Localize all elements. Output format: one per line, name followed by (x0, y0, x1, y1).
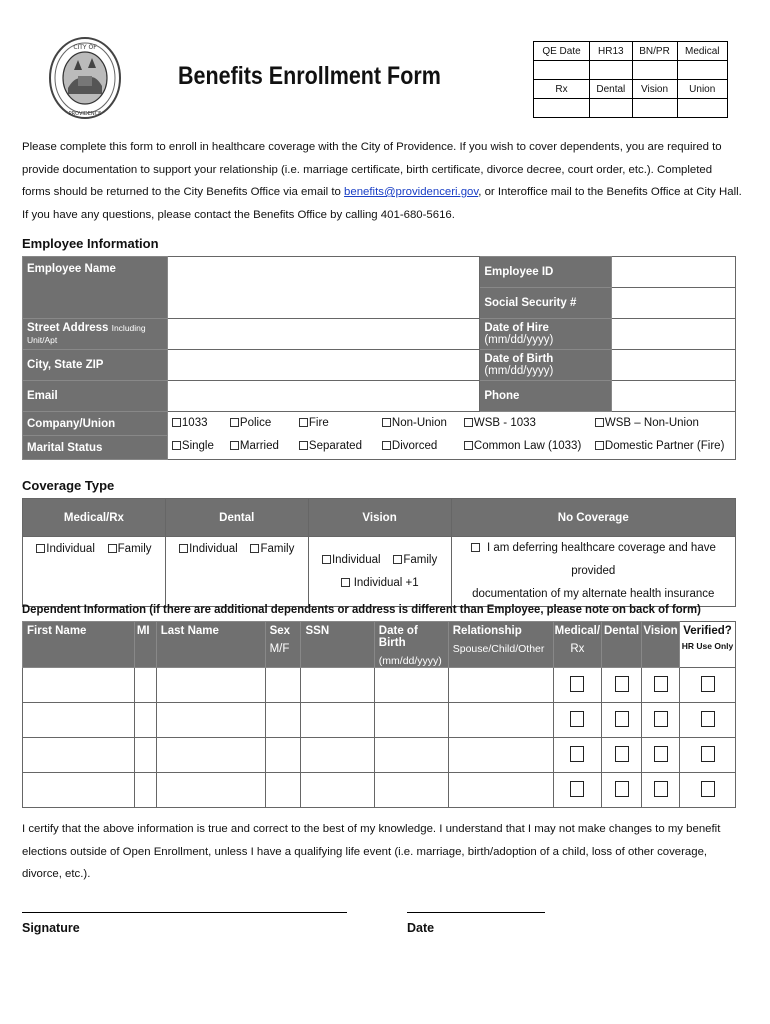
date-label: Date (407, 921, 435, 935)
dep-header-dob: Date of Birth (mm/dd/yyyy) (374, 622, 448, 668)
email-field[interactable] (167, 381, 479, 412)
dep-last-name-field[interactable] (156, 738, 265, 773)
dep-verified-checkbox[interactable] (680, 668, 736, 703)
marital-status-options (167, 436, 735, 460)
dep-dob-field[interactable] (374, 773, 448, 808)
union-option-wsb-non-union[interactable]: WSB – Non-Union (595, 417, 699, 429)
hr-use-table (533, 41, 728, 118)
checkbox-icon (701, 781, 715, 797)
intro-text-after: , or Interoffice mail to the Benefits Office at City Hall. If you have any questions, please contact the Benefits Office by calling 401-680-5616. (22, 186, 742, 221)
dep-header-ssn: SSN (301, 622, 374, 668)
checkbox-icon (464, 418, 473, 427)
hr-input-rx[interactable] (534, 99, 590, 118)
union-option-non-union[interactable]: Non-Union (382, 417, 447, 429)
employee-section-title: Employee Information (22, 236, 159, 251)
dep-verified-checkbox[interactable] (680, 773, 736, 808)
marital-option-common-law[interactable]: Common Law (1033) (464, 440, 581, 452)
checkbox-icon (382, 418, 391, 427)
marital-option-married[interactable]: Married (230, 440, 279, 452)
city-seal-logo (48, 36, 122, 120)
birth-date-hint: (mm/dd/yyyy) (484, 365, 554, 377)
employee-info-table (22, 256, 736, 460)
vision-individual-plus-one-option[interactable]: Individual +1 (341, 577, 419, 589)
dep-header-verified: Verified? HR Use Only (680, 622, 736, 668)
dep-first-name-field[interactable] (23, 773, 135, 808)
dep-mi-field[interactable] (134, 703, 156, 738)
dep-header-last-name: Last Name (156, 622, 265, 668)
dep-dental-checkbox[interactable] (602, 668, 642, 703)
dep-vision-checkbox[interactable] (642, 738, 680, 773)
dep-header-medical: Medical/ Rx (553, 622, 601, 668)
hr-input-union[interactable] (677, 99, 728, 118)
checkbox-icon (36, 544, 45, 553)
dep-verified-checkbox[interactable] (680, 738, 736, 773)
checkbox-icon (701, 746, 715, 762)
checkbox-icon (615, 711, 629, 727)
checkbox-icon (654, 711, 668, 727)
dep-relationship-field[interactable] (448, 703, 553, 738)
dep-relationship-field[interactable] (448, 668, 553, 703)
dep-first-name-field[interactable] (23, 738, 135, 773)
employee-id-label: Employee ID (480, 257, 612, 288)
no-coverage-option[interactable] (451, 537, 736, 607)
dep-header-first-name: First Name (23, 622, 135, 668)
checkbox-icon (322, 555, 331, 564)
no-coverage-text-1: I am deferring healthcare coverage and have provided (487, 542, 716, 577)
email-label: Email (23, 381, 168, 412)
hr-cell-qe-date: QE Date (534, 42, 590, 61)
dep-ssn-field[interactable] (301, 738, 374, 773)
checkbox-icon (341, 578, 350, 587)
dep-last-name-field[interactable] (156, 668, 265, 703)
hr-cell-dental: Dental (590, 80, 633, 99)
coverage-section-title: Coverage Type (22, 478, 115, 493)
dep-sex-field[interactable] (265, 773, 301, 808)
dep-relationship-field[interactable] (448, 738, 553, 773)
phone-field[interactable] (612, 381, 736, 412)
street-address-hint: Including Unit/Apt (27, 323, 146, 345)
hire-date-hint: (mm/dd/yyyy) (484, 334, 554, 346)
employee-name-label: Employee Name (23, 257, 168, 319)
union-option-1033[interactable]: 1033 (172, 417, 208, 429)
hr-cell-medical: Medical (677, 42, 728, 61)
dep-ssn-field[interactable] (301, 773, 374, 808)
checkbox-icon (570, 711, 584, 727)
marital-option-domestic-partner[interactable]: Domestic Partner (Fire) (595, 440, 725, 452)
coverage-header-medical: Medical/Rx (23, 499, 166, 537)
dep-ssn-field[interactable] (301, 668, 374, 703)
vision-family-option[interactable]: Family (393, 554, 437, 566)
dependents-table (22, 621, 736, 808)
checkbox-icon (701, 711, 715, 727)
checkbox-icon (230, 441, 239, 450)
checkbox-icon (108, 544, 117, 553)
hr-cell-union: Union (677, 80, 728, 99)
checkbox-icon (172, 441, 181, 450)
checkbox-icon (701, 676, 715, 692)
checkbox-icon (654, 676, 668, 692)
dep-dob-field[interactable] (374, 668, 448, 703)
medical-individual-option[interactable]: Individual (36, 543, 95, 555)
company-union-options (167, 412, 735, 436)
marital-option-single[interactable]: Single (172, 440, 214, 452)
checkbox-icon (250, 544, 259, 553)
checkbox-icon (654, 781, 668, 797)
birth-date-label-text: Date of Birth (484, 353, 554, 365)
certification-text: I certify that the above information is true and correct to the best of my knowledge. I understand that I may not make changes to my benefit elections outside of Open Enrollment, unless I have a qualifying life event (i.e. marriage, birth/adoption of a child, loss of other coverage, divorce, etc.). (22, 823, 721, 880)
dep-medical-checkbox[interactable] (553, 773, 601, 808)
checkbox-icon (393, 555, 402, 564)
hr-cell-hr13: HR13 (590, 42, 633, 61)
hr-input-medical[interactable] (677, 61, 728, 80)
checkbox-icon (464, 441, 473, 450)
hr-cell-rx: Rx (534, 80, 590, 99)
dep-header-relationship: Relationship Spouse/Child/Other (448, 622, 553, 668)
street-address-label (23, 319, 168, 350)
benefits-email-link[interactable]: benefits@providenceri.gov (344, 186, 479, 198)
dep-sex-field[interactable] (265, 738, 301, 773)
dep-sex-field[interactable] (265, 668, 301, 703)
checkbox-icon (382, 441, 391, 450)
dep-header-vision: Vision (642, 622, 680, 668)
dep-medical-checkbox[interactable] (553, 738, 601, 773)
dep-mi-field[interactable] (134, 773, 156, 808)
birth-date-field[interactable] (612, 350, 736, 381)
marital-option-divorced[interactable]: Divorced (382, 440, 437, 452)
dep-last-name-field[interactable] (156, 703, 265, 738)
marital-option-separated[interactable]: Separated (299, 440, 362, 452)
dependent-row (23, 773, 736, 808)
svg-text:CITY OF: CITY OF (73, 44, 97, 51)
dependents-section-title: Dependent Information (if there are additional dependents or address is different than Employee, please note on back of form) (22, 602, 701, 616)
birth-date-label (480, 350, 612, 381)
dep-first-name-field[interactable] (23, 703, 135, 738)
dep-header-dental: Dental (602, 622, 642, 668)
dep-header-sex: Sex M/F (265, 622, 301, 668)
dep-vision-checkbox[interactable] (642, 773, 680, 808)
dep-vision-checkbox[interactable] (642, 703, 680, 738)
coverage-header-vision: Vision (308, 499, 451, 537)
street-address-field[interactable] (167, 319, 479, 350)
dep-last-name-field[interactable] (156, 773, 265, 808)
signature-line[interactable] (22, 912, 347, 913)
form-title: Benefits Enrollment Form (178, 62, 441, 90)
hr-cell-vision: Vision (632, 80, 677, 99)
ssn-label: Social Security # (480, 288, 612, 319)
dep-dob-field[interactable] (374, 738, 448, 773)
street-address-label-text: Street Address (27, 322, 109, 334)
checkbox-icon (615, 676, 629, 692)
hire-date-label (480, 319, 612, 350)
intro-paragraph (22, 136, 742, 226)
dep-sex-field[interactable] (265, 703, 301, 738)
medical-coverage-options (23, 537, 166, 607)
dep-dental-checkbox[interactable] (602, 703, 642, 738)
dental-coverage-options (165, 537, 308, 607)
intro-text-before: Please complete this form to enroll in healthcare coverage with the City of Providence. If you wish to cover dependents, you are required to provide documentation to support your relationship (i.e. marriage certificate, birth certificate, divorce decree, court order, etc.). Completed forms should be returned to the City Benefits Office via email to (22, 141, 722, 198)
coverage-header-dental: Dental (165, 499, 308, 537)
marital-status-label: Marital Status (23, 436, 168, 460)
hire-date-label-text: Date of Hire (484, 322, 549, 334)
hr-input-qe-date[interactable] (534, 61, 590, 80)
dependent-row (23, 738, 736, 773)
checkbox-icon (615, 781, 629, 797)
dep-vision-checkbox[interactable] (642, 668, 680, 703)
hr-cell-bnpr: BN/PR (632, 42, 677, 61)
dep-relationship-field[interactable] (448, 773, 553, 808)
dental-family-option[interactable]: Family (250, 543, 294, 555)
dep-medical-checkbox[interactable] (553, 668, 601, 703)
checkbox-icon (570, 746, 584, 762)
employee-id-field[interactable] (612, 257, 736, 288)
checkbox-icon (595, 441, 604, 450)
hr-input-vision[interactable] (632, 99, 677, 118)
dep-dental-checkbox[interactable] (602, 773, 642, 808)
dep-header-mi: MI (134, 622, 156, 668)
phone-label: Phone (480, 381, 612, 412)
union-option-wsb-1033[interactable]: WSB - 1033 (464, 417, 536, 429)
dep-dental-checkbox[interactable] (602, 738, 642, 773)
checkbox-icon (615, 746, 629, 762)
union-option-fire[interactable]: Fire (299, 417, 329, 429)
dep-mi-field[interactable] (134, 668, 156, 703)
vision-individual-option[interactable]: Individual (322, 554, 381, 566)
hire-date-field[interactable] (612, 319, 736, 350)
checkbox-icon (570, 781, 584, 797)
medical-family-option[interactable]: Family (108, 543, 152, 555)
dep-medical-checkbox[interactable] (553, 703, 601, 738)
dep-ssn-field[interactable] (301, 703, 374, 738)
dependent-row (23, 668, 736, 703)
dep-dob-field[interactable] (374, 703, 448, 738)
vision-coverage-options (308, 537, 451, 607)
checkbox-icon (299, 418, 308, 427)
signature-label: Signature (22, 921, 80, 935)
checkbox-icon (299, 441, 308, 450)
checkbox-icon (230, 418, 239, 427)
coverage-header-no-coverage: No Coverage (451, 499, 736, 537)
hr-input-dental[interactable] (590, 99, 633, 118)
checkbox-icon (654, 746, 668, 762)
hr-input-bnpr[interactable] (632, 61, 677, 80)
ssn-field[interactable] (612, 288, 736, 319)
checkbox-icon (471, 543, 480, 552)
svg-text:PROVIDENCE: PROVIDENCE (68, 111, 102, 117)
company-union-label: Company/Union (23, 412, 168, 436)
checkbox-icon (179, 544, 188, 553)
union-option-police[interactable]: Police (230, 417, 271, 429)
dep-first-name-field[interactable] (23, 668, 135, 703)
employee-name-field[interactable] (167, 257, 479, 319)
hr-input-hr13[interactable] (590, 61, 633, 80)
checkbox-icon (172, 418, 181, 427)
date-line[interactable] (407, 912, 545, 913)
no-coverage-text-2: documentation of my alternate health insurance (472, 588, 715, 600)
dep-verified-checkbox[interactable] (680, 703, 736, 738)
dependent-row (23, 703, 736, 738)
city-state-zip-field[interactable] (167, 350, 479, 381)
coverage-table (22, 498, 736, 607)
city-state-zip-label: City, State ZIP (23, 350, 168, 381)
checkbox-icon (595, 418, 604, 427)
dep-mi-field[interactable] (134, 738, 156, 773)
checkbox-icon (570, 676, 584, 692)
dental-individual-option[interactable]: Individual (179, 543, 238, 555)
